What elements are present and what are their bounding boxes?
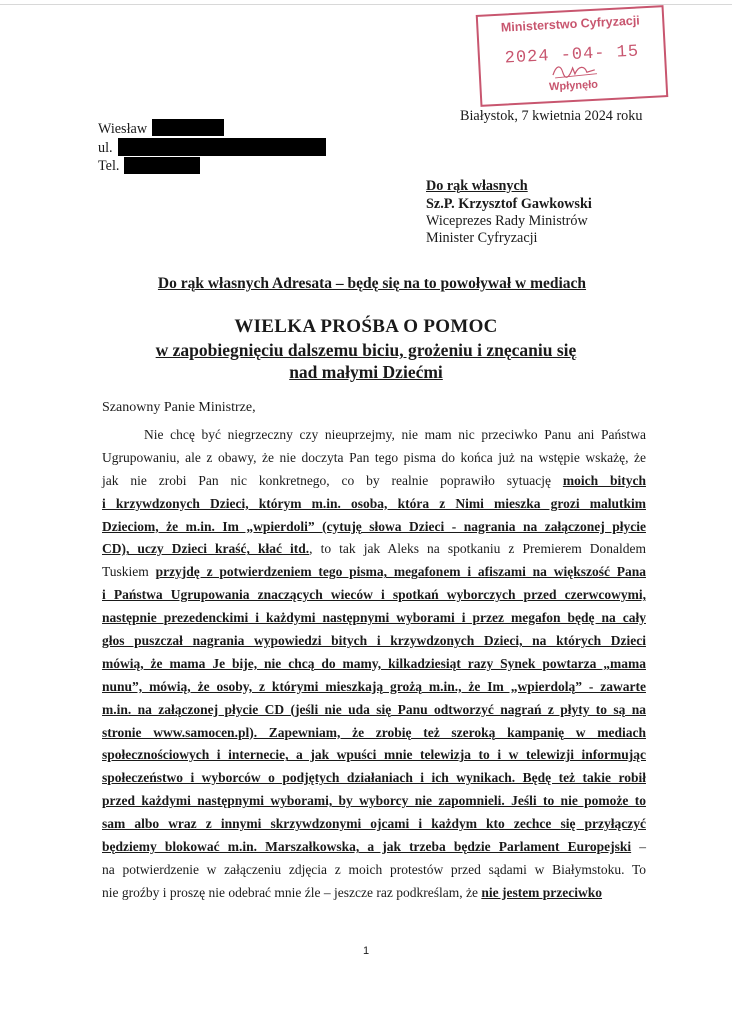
body-line bbox=[102, 447, 646, 470]
emphasized-text: społecznościowych i internecie, a jak wpuści mnie telewizja to i w telewizji informując bbox=[102, 747, 646, 763]
body-line bbox=[102, 653, 646, 676]
emphasized-text: Dzieciom, że m.in. Im „wpierdoli” (cytuję słowa Dzieci - nagrania na załączonej płycie bbox=[102, 518, 646, 534]
salutation: Szanowny Panie Ministrze, bbox=[102, 400, 256, 415]
received-stamp bbox=[476, 5, 669, 107]
page-top-edge bbox=[0, 4, 732, 5]
recipient-name: Sz.P. Krzysztof Gawkowski bbox=[426, 196, 592, 212]
recipient-position-2: Minister Cyfryzacji bbox=[426, 230, 538, 246]
stamp-footer: Wpłynęło bbox=[548, 78, 599, 94]
body-line bbox=[102, 584, 646, 607]
recipient-position-1: Wiceprezes Rady Ministrów bbox=[426, 213, 588, 229]
sender-street-label: ul. bbox=[98, 140, 113, 156]
body-line bbox=[102, 699, 646, 722]
body-text: nie groźby i proszę nie odebrać mnie źle – jeszcze raz podkreślam, że bbox=[102, 884, 482, 900]
body-line bbox=[102, 470, 646, 493]
notice-line: Do rąk własnych Adresata – będę się na to powoływał w mediach bbox=[157, 275, 587, 292]
emphasized-text: m.in. na załączonej płycie CD (jeśli nie uda się Panu odtworzyć nagrań z płyty to są na bbox=[102, 701, 646, 717]
page-number: 1 bbox=[362, 945, 370, 957]
letter-body bbox=[102, 424, 646, 905]
emphasized-text: moich bitych bbox=[562, 472, 646, 488]
letter-title: WIELKA PROŚBA O POMOC bbox=[234, 316, 498, 337]
body-text: – bbox=[631, 839, 647, 855]
emphasized-text: przed każdymi następnymi wyborami, by wyborcy nie zapomnieli. Jeśli to nie pomoże to bbox=[102, 793, 646, 809]
body-line bbox=[102, 630, 646, 653]
emphasized-text: i krzywdzonych Dzieci, którym m.in. osoba, która z Nimi mieszka grozi malutkim bbox=[102, 495, 646, 511]
emphasized-text: i Państwa Ugrupowania znaczących wieców i spotkań wyborczych przed czerwcowymi, bbox=[102, 587, 646, 603]
body-text: jak nie zrobi Pan nic konkretnego, co by realnie poprawiło sytuację bbox=[102, 472, 563, 488]
redacted-phone bbox=[124, 157, 200, 174]
stamp-title: Ministerstwo Cyfryzacji bbox=[500, 13, 641, 35]
body-line bbox=[102, 882, 646, 905]
body-line bbox=[102, 744, 646, 767]
body-line bbox=[102, 607, 646, 630]
body-line bbox=[102, 424, 646, 447]
emphasized-text: CD), uczy Dzieci kraść, kłać itd. bbox=[102, 541, 310, 557]
body-text: Nie chcę być niegrzeczny czy nieuprzejmy, nie mam nic przeciwko Panu ani Państwa bbox=[144, 427, 646, 442]
emphasized-text: będziemy blokować m.in. Marszałkowska, a jak trzeba będzie Parlament Europejski bbox=[102, 839, 632, 855]
body-line bbox=[102, 722, 646, 745]
body-text: na potwierdzenie w załączeniu zdjęcia z moich protestów przed sądami w Białymstoku. To bbox=[102, 861, 646, 877]
emphasized-text: stronie www.samocen.pl). Zapewniam, że zrobię też szeroką kampanię w mediach bbox=[102, 724, 646, 740]
body-line bbox=[102, 813, 646, 836]
sender-name-label: Wiesław bbox=[98, 121, 148, 137]
body-line bbox=[102, 767, 646, 790]
emphasized-text: głos puszczał nagrania wypowiedzi bitych i krzywdzonych Dzieci, na których Dzieci bbox=[102, 633, 646, 649]
emphasized-text: nie jestem przeciwko bbox=[481, 884, 603, 900]
body-line bbox=[102, 859, 646, 882]
emphasized-text: sam albo wraz z innymi skrzywdzonymi ojcami i każdym kto zechce się przyłączyć bbox=[102, 816, 646, 832]
emphasized-text: przyjdę z potwierdzeniem tego pisma, megafonem i afiszami na większość Pana bbox=[155, 564, 646, 580]
redacted-surname bbox=[152, 119, 224, 136]
recipient-line-1: Do rąk własnych bbox=[426, 178, 528, 194]
sender-tel-label: Tel. bbox=[98, 158, 120, 174]
emphasized-text: społeczeństwo i wyborców o podjętych działaniach i ich wynikach. Będę też takie robił bbox=[102, 770, 646, 786]
emphasized-text: nunu”, mówią, że osoby, z którymi mieszkają grożą m.in., że Im „wpierdolą” - zawarte bbox=[102, 678, 646, 694]
body-text: , to tak jak Aleks na spotkaniu z Premierem Donaldem bbox=[309, 541, 646, 557]
letter-subtitle-1: w zapobiegnięciu dalszemu biciu, grożeniu i znęcaniu się bbox=[155, 340, 577, 360]
emphasized-text: następnie prezedenckimi i każdymi następnymi wyborami i przez megafon będę na cały bbox=[102, 610, 646, 626]
redacted-address bbox=[118, 138, 326, 156]
body-line bbox=[102, 516, 646, 539]
body-line bbox=[102, 493, 646, 516]
body-line bbox=[102, 836, 646, 859]
body-text: Ugrupowaniu, ale z obawy, że nie doczyta Pan tego pisma do końca już na wstępie wskażę, że bbox=[102, 449, 646, 465]
stamp-date: 2024 -04- 15 bbox=[504, 42, 640, 69]
body-line bbox=[102, 790, 646, 813]
place-date: Białystok, 7 kwietnia 2024 roku bbox=[460, 108, 643, 124]
body-line bbox=[102, 561, 646, 584]
body-line bbox=[102, 538, 646, 561]
emphasized-text: mówią, że mama Je bije, nie chcą do mamy, kilkadziesiąt razy Synek powtarza „mama bbox=[102, 655, 646, 671]
body-line bbox=[102, 676, 646, 699]
body-text: Tuskiem bbox=[102, 564, 156, 580]
letter-subtitle-2: nad małymi Dziećmi bbox=[289, 362, 443, 382]
